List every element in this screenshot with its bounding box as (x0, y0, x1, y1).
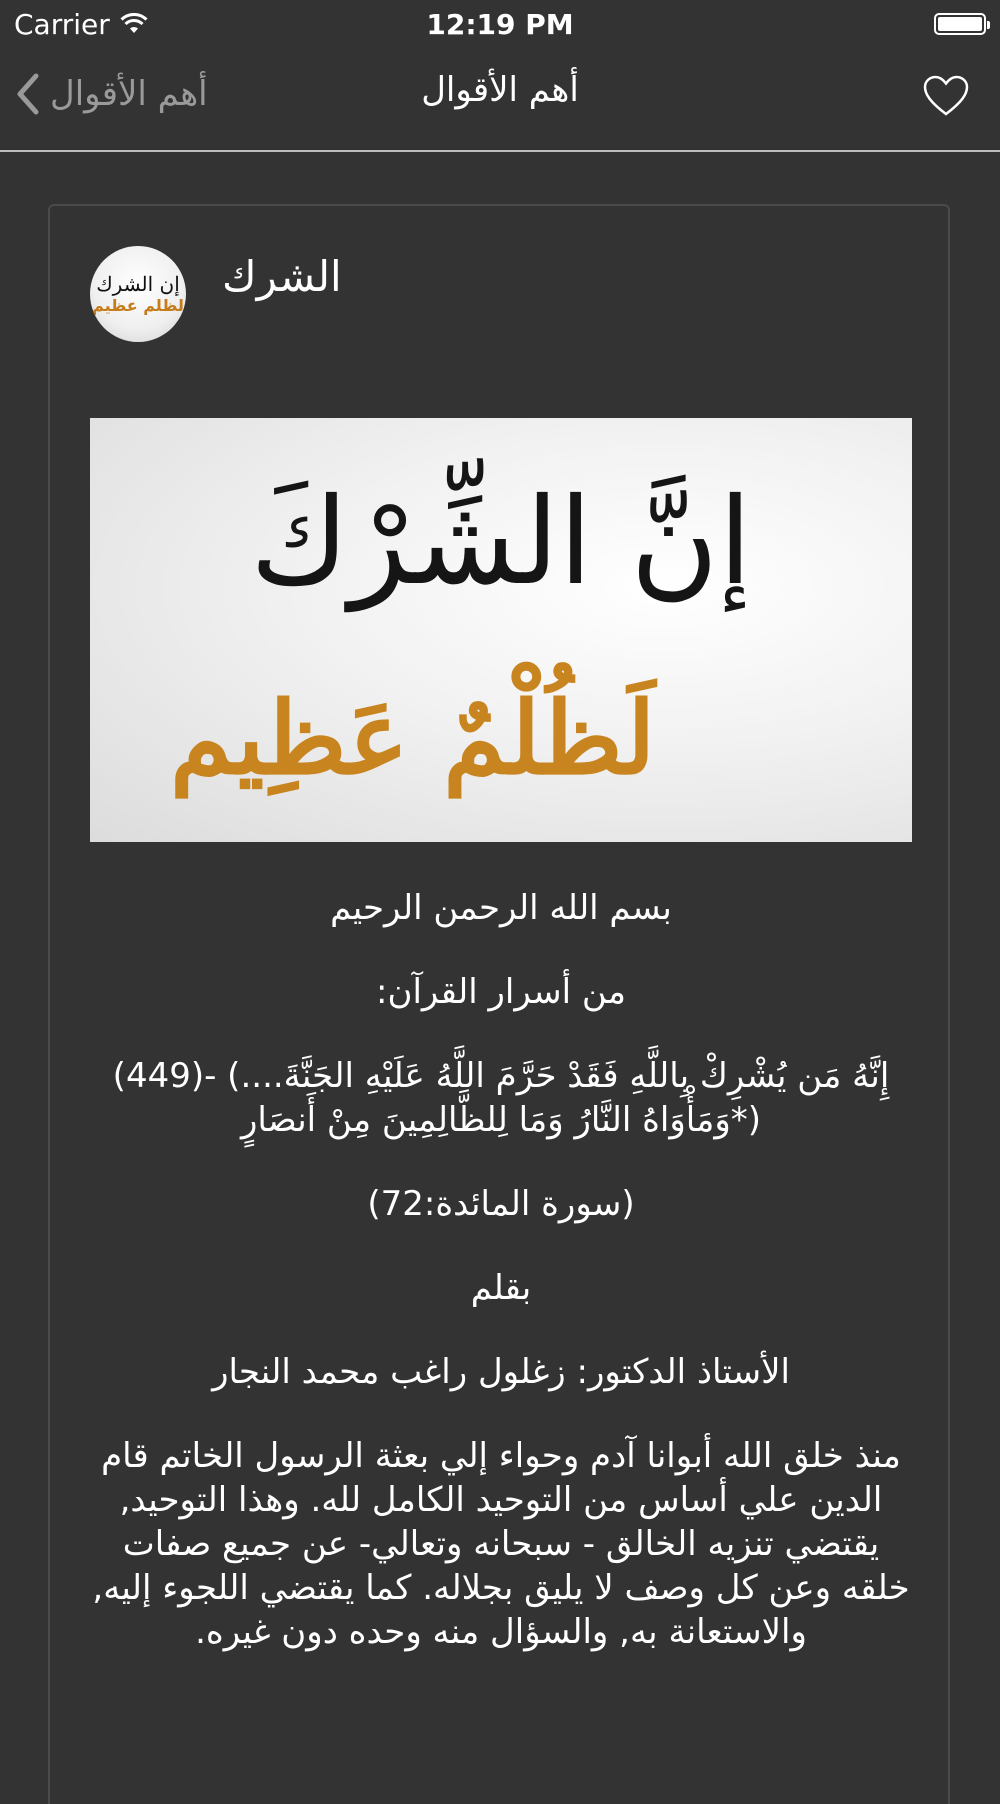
navigation-bar (0, 48, 1000, 152)
paragraph-basmala: بسم الله الرحمن الرحيم (330, 888, 672, 928)
avatar-text-bottom: لظلم عظيم (92, 296, 184, 315)
paragraph-subtitle: من أسرار القرآن: (376, 972, 626, 1012)
card-title: الشرك (222, 252, 342, 301)
paragraph-author: الأستاذ الدكتور: زغلول راغب محمد النجار (212, 1352, 790, 1392)
back-button-label: أهم الأقوال (50, 74, 208, 114)
status-time: 12:19 PM (426, 7, 574, 41)
paragraph-surah-reference: (سورة المائدة:72) (367, 1184, 635, 1224)
avatar (90, 246, 186, 342)
carrier-label: Carrier (14, 7, 110, 41)
paragraph-body: منذ خلق الله أبوانا آدم وحواء إلي بعثة الرسول الخاتم قام الدين علي أساس من التوحيد الكامل لله. وهذا التوحيد, يقتضي تنزيه الخالق - سبحانه وتعالي- عن جميع صفات خلقه وعن كل وصف لا يليق بجلاله. كما يقتضي اللجوء إليه, والاستعانة به, والسؤال منه وحده دون غيره. (92, 1436, 910, 1652)
nav-title: أهم الأقوال (421, 70, 579, 110)
banner-image (90, 418, 912, 842)
content-card (48, 204, 950, 1804)
heart-icon[interactable] (922, 74, 970, 118)
paragraph-by: بقلم (470, 1268, 532, 1308)
paragraph-verse: إِنَّهُ مَن يُشْرِكْ بِاللَّهِ فَقَدْ حَرَّمَ اللَّهُ عَلَيْهِ الجَنَّةَ....) -(449) (*وَمَأْوَاهُ النَّارُ وَمَا لِلظَّالِمِينَ مِنْ أَنصَارٍ (112, 1056, 890, 1140)
article-body (90, 886, 912, 1694)
banner-text-top: إنَّ الشِّرْكَ (250, 473, 752, 612)
banner-text-bottom: لَظُلْمٌ عَظِيم (170, 679, 656, 797)
avatar-text-top: إن الشرك (96, 272, 180, 296)
